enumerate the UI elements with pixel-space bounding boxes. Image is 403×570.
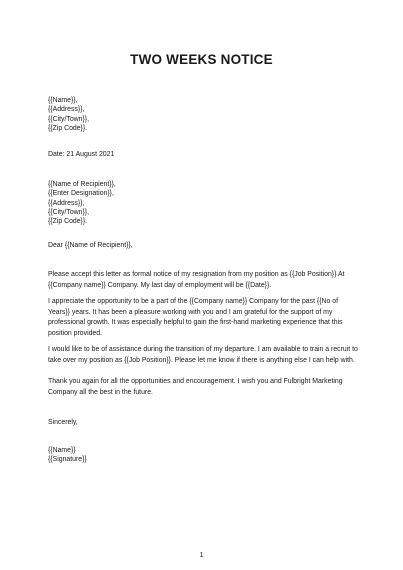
page-number: 1 xyxy=(199,552,204,559)
recipient-street: {{Address}}, xyxy=(48,199,85,207)
sender-name: {{Name}}, xyxy=(48,97,78,104)
paragraph-thanks: Thank you again for all the opportunities and encouragement. I wish you and Fulbright Marketing Company all the best in the future. xyxy=(48,378,343,396)
closing xyxy=(48,418,358,427)
sender-street: {{Address}}, xyxy=(48,106,85,114)
sender-zip: {{Zip Code}}. xyxy=(48,124,88,132)
salutation-text: Dear {{Name of Recipient}}, xyxy=(48,242,133,249)
closing-text: Sincerely, xyxy=(48,419,78,426)
document-title: TWO WEEKS NOTICE xyxy=(130,52,273,67)
signature-block xyxy=(48,446,358,465)
salutation xyxy=(48,241,358,250)
recipient-designation: {{Enter Designation}}, xyxy=(48,190,114,198)
paragraph-resignation: Please accept this letter as formal notice of my resignation from my position as {{Job Position}} At {{Company name}} Company. My last day of employment will be {{Date}}. xyxy=(48,271,345,289)
recipient-name: {{Name of Recipient}}, xyxy=(48,181,116,188)
date-text: Date: 21 August 2021 xyxy=(48,151,115,158)
sender-address xyxy=(48,96,358,133)
recipient-address xyxy=(48,180,358,226)
signature-line: {{Signature}} xyxy=(48,456,87,464)
signature-name: {{Name}} xyxy=(48,447,76,454)
sender-city: {{City/Town}}, xyxy=(48,115,89,123)
date-line xyxy=(48,150,358,159)
recipient-zip: {{Zip Code}}. xyxy=(48,218,88,226)
paragraph-transition: I would like to be of assistance during the transition of my departure. I am available to train a recruit to take over my position as {{Job Position}}. Please let me know if there is anything else I can help with. xyxy=(48,346,358,364)
paragraph-appreciation: I appreciate the opportunity to be a part of the {{Company name}} Company for the past {{No of Years}} years. It has been a pleasure working with you and I am grateful for the support of my professional growth. It was especially helpful to gain the first-hand marketing experience that this position provided. xyxy=(48,298,343,337)
recipient-city: {{City/Town}}, xyxy=(48,208,89,216)
